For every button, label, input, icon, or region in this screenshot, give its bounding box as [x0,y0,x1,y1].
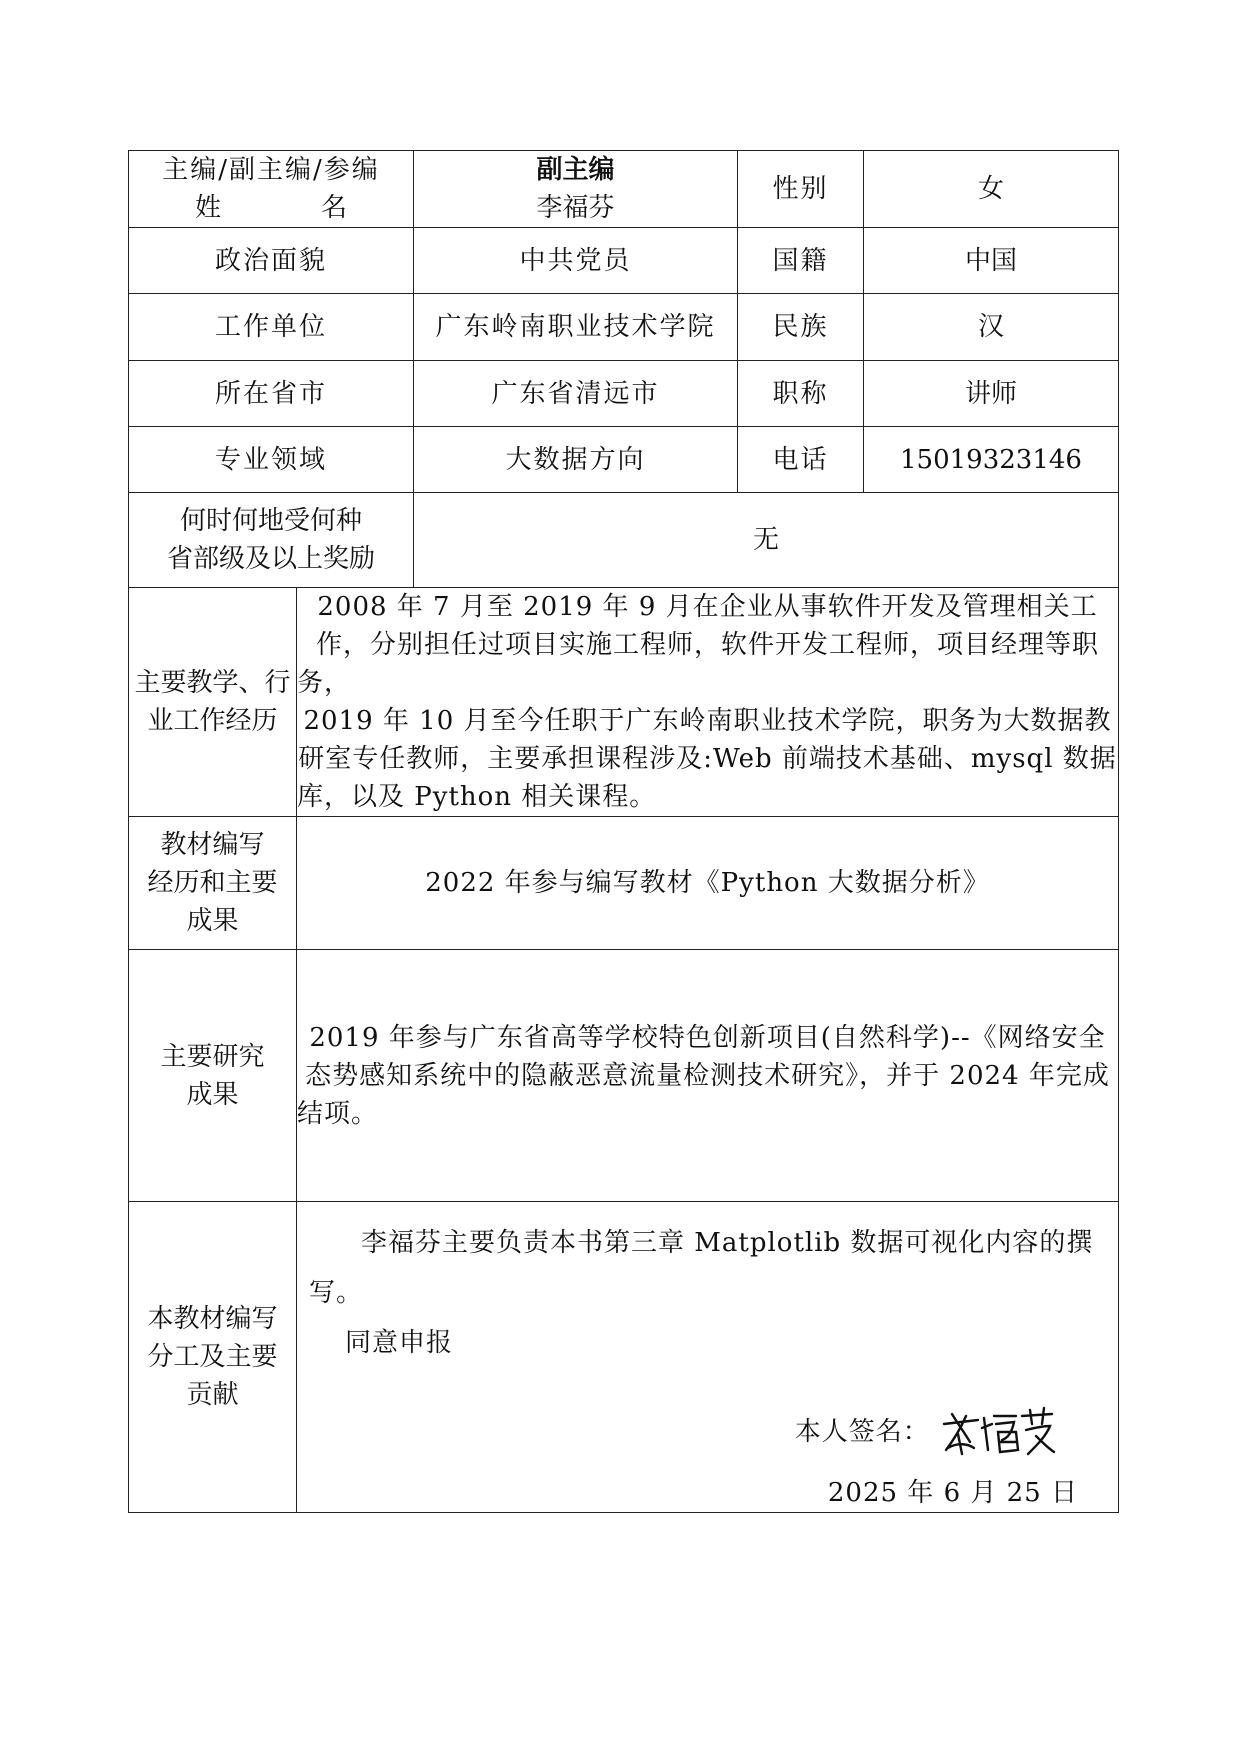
research-label-line1: 主要研究 [160,1041,265,1072]
row-experience [129,588,1119,817]
name-label-second: 名 [321,193,348,223]
ethnicity-label: 民族 [738,294,864,361]
experience-label-line1: 主要教学、行 [134,668,291,698]
role-label-cell [129,151,414,228]
contribution-label-line1: 本教材编写 [147,1304,278,1334]
row-research [129,950,1119,1202]
field-label: 专业领域 [129,427,414,493]
role-value: 副主编 [536,155,615,185]
research-label-cell [129,950,297,1202]
row-city [129,361,1119,427]
title-value: 讲师 [864,361,1119,427]
row-role [129,151,1119,228]
row-textbook [129,817,1119,950]
city-value: 广东省清远市 [414,361,738,427]
work-value: 广东岭南职业技术学院 [414,294,738,361]
signature-date: 2025 年 6 月 25 日 [827,1478,1078,1508]
awards-label-line2: 省部级及以上奖励 [166,544,375,574]
row-contribution [129,1202,1119,1513]
contribution-label-line2: 分工及主要 [147,1342,278,1372]
role-value-cell [414,151,738,228]
work-label: 工作单位 [129,294,414,361]
contribution-content-cell [297,1202,1119,1513]
gender-value: 女 [864,151,1119,228]
ethnicity-value: 汉 [864,294,1119,361]
politics-label: 政治面貌 [129,228,414,294]
research-label-line2: 成果 [186,1079,239,1110]
row-awards [129,493,1119,588]
textbook-label-cell [129,817,297,950]
phone-label: 电话 [738,427,864,493]
contribution-label-line3: 贡献 [186,1380,239,1410]
awards-label-line1: 何时何地受何种 [179,506,362,536]
textbook-value: 2022 年参与编写教材《Python 大数据分析》 [297,817,1119,950]
row-field [129,427,1119,493]
gender-label: 性别 [738,151,864,228]
awards-label-cell [129,493,414,588]
title-label: 职称 [738,361,864,427]
city-label: 所在省市 [129,361,414,427]
name-label-first: 姓 [194,193,221,223]
politics-value: 中共党员 [414,228,738,294]
contribution-text: 李福芬主要负责本书第三章 Matplotlib 数据可视化内容的撰写。 [309,1228,1094,1308]
research-text: 2019 年参与广东省高等学校特色创新项目(自然科学)--《网络安全态势感知系统中的隐蔽恶意流量检测技术研究》，并于 2024 年完成结项。 [297,950,1119,1202]
application-form-table [128,150,1119,1513]
row-politics [129,228,1119,294]
signature-line [297,1368,1118,1462]
phone-value: 15019323146 [864,427,1119,493]
name-value: 李福芬 [536,193,615,223]
textbook-label-line3: 成果 [186,906,239,936]
role-label: 主编/副主编/参编 [162,155,380,185]
experience-text-cell [297,588,1119,817]
handwritten-signature [938,1402,1058,1462]
agree-text: 同意申报 [345,1328,454,1358]
experience-label-line2: 业工作经历 [147,706,278,736]
awards-value: 无 [414,493,1119,588]
textbook-label-line1: 教材编写 [160,830,265,860]
experience-paragraph-2: 2019 年 10 月至今任职于广东岭南职业技术学院，职务为大数据教研室专任教师，主要承担课程涉及:Web 前端技术基础、mysql 数据库，以及 Python 相关课程。 [297,706,1117,812]
field-value: 大数据方向 [414,427,738,493]
textbook-label-line2: 经历和主要 [147,868,278,898]
nationality-value: 中国 [864,228,1119,294]
experience-paragraph-1: 2008 年 7 月至 2019 年 9 月在企业从事软件开发及管理相关工作，分别担任过项目实施工程师，软件开发工程师，项目经理等职务， [297,592,1099,698]
experience-label-cell [129,588,297,817]
contribution-label-cell [129,1202,297,1513]
row-work [129,294,1119,361]
signature-label: 本人签名： [794,1417,930,1447]
nationality-label: 国籍 [738,228,864,294]
